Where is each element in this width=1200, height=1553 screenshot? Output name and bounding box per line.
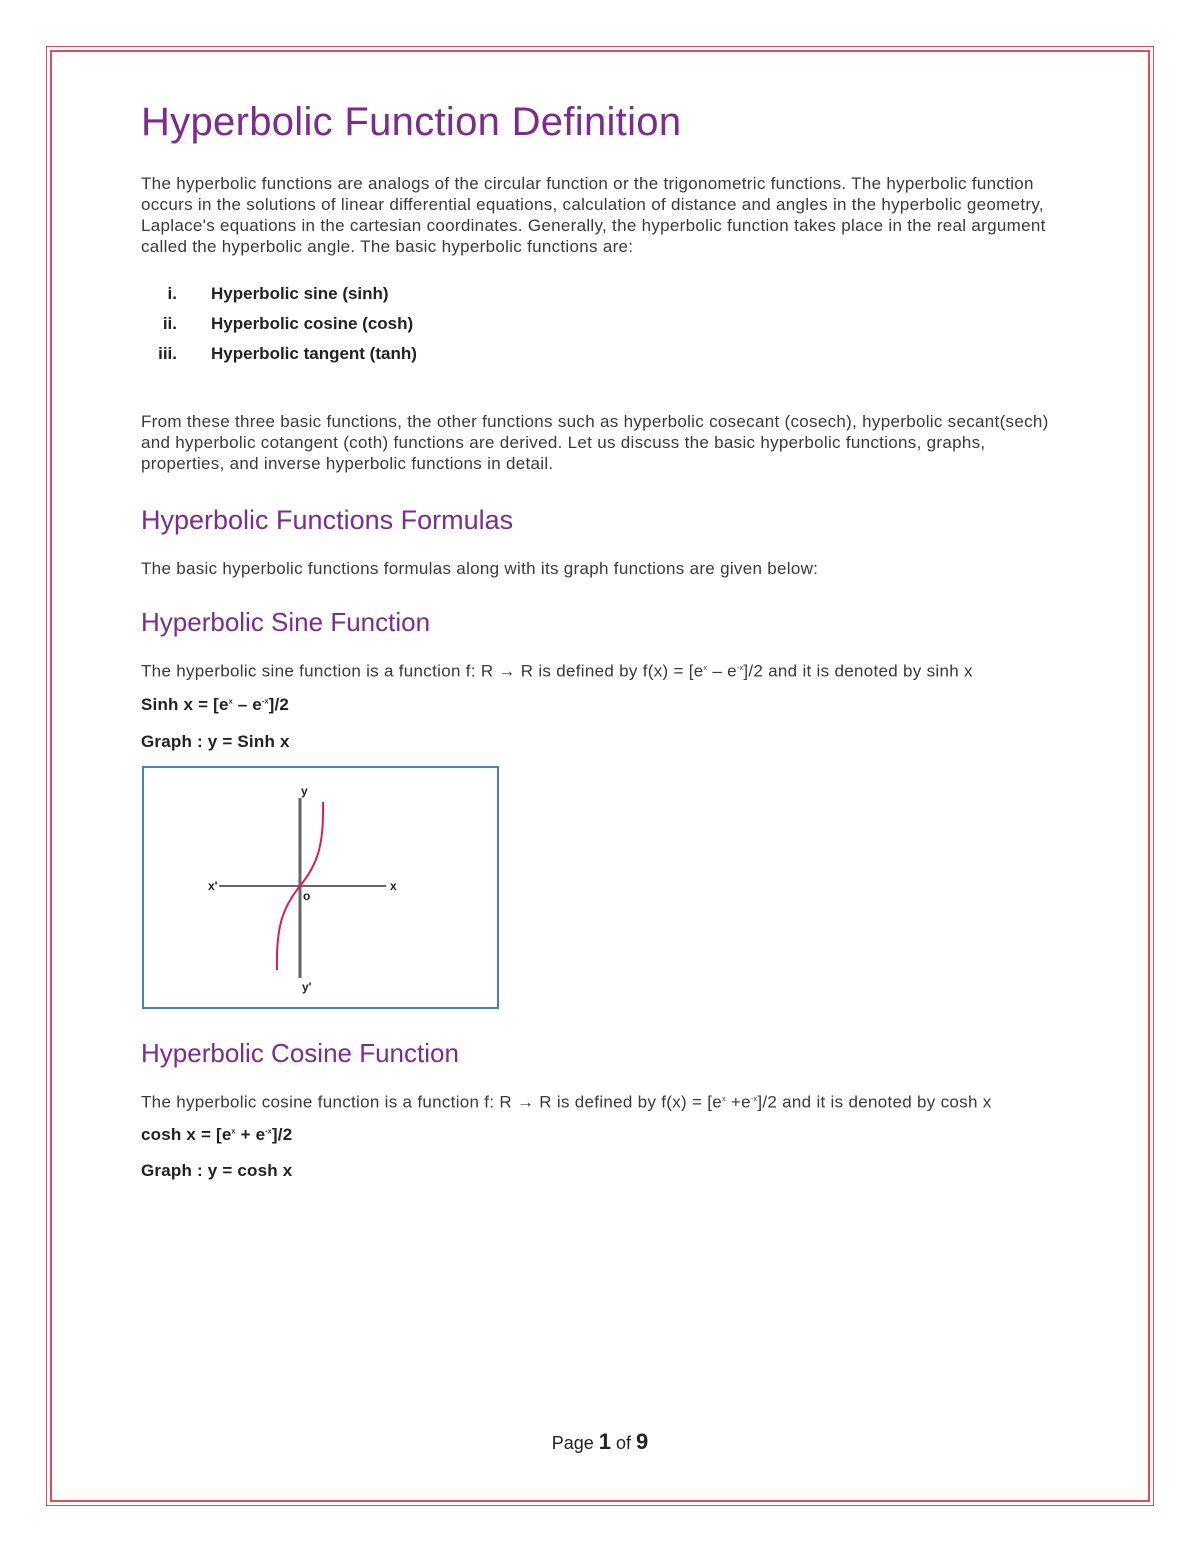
footer-total-pages: 9 bbox=[636, 1429, 649, 1454]
sine-formula-exp2: -x bbox=[261, 698, 269, 706]
x-axis-label: x bbox=[390, 879, 397, 893]
cosine-formula-mid: + e bbox=[235, 1125, 266, 1144]
x-neg-axis-label: x' bbox=[208, 879, 218, 893]
y-axis-label: y bbox=[301, 784, 308, 798]
list-item-number: i. bbox=[167, 284, 177, 303]
y-neg-axis-label: y' bbox=[302, 980, 312, 994]
sine-desc-mid: – e bbox=[707, 661, 737, 681]
sine-description bbox=[141, 658, 1061, 682]
cosine-formula-suffix: ]/2 bbox=[271, 1125, 293, 1144]
formulas-intro: The basic hyperbolic functions formulas along with its graph functions are given below: bbox=[141, 559, 819, 578]
sine-formula-exp1: x bbox=[228, 698, 233, 706]
page-footer bbox=[0, 1429, 1200, 1455]
footer-current-page: 1 bbox=[598, 1429, 611, 1454]
cosine-formula-prefix: cosh x = [e bbox=[141, 1125, 232, 1144]
sine-desc-exp1: x bbox=[703, 665, 708, 672]
list-item-number: ii. bbox=[162, 314, 177, 333]
cosine-desc-suffix: ]/2 and it is denoted by cosh x bbox=[757, 1092, 992, 1112]
intro-paragraph: The hyperbolic functions are analogs of the circular function or the trigonometric functions. The hyperbolic function occurs in the solutions of linear differential equations, calculation of distance and angles in the hyperbolic geometry, Laplace's equations in the cartesian coordinates. Generally, the hyperbolic function takes place in the real argument called the hyperbolic angle. The basic hyperbolic functions are: bbox=[141, 174, 1046, 256]
sine-formula bbox=[141, 695, 289, 715]
list-item-number: iii. bbox=[158, 344, 177, 363]
sine-formula-suffix: ]/2 bbox=[268, 695, 290, 714]
cosine-heading: Hyperbolic Cosine Function bbox=[141, 1038, 459, 1068]
cosine-formula bbox=[141, 1125, 292, 1145]
cosine-formula-exp2: -x bbox=[265, 1128, 272, 1136]
derived-functions-paragraph: From these three basic functions, the other functions such as hyperbolic cosecant (cosech), hyperbolic secant(sech) and hyperbolic cotangent (coth) functions are derived. Let us discuss the basic hyperbolic functions, graphs, properties, and inverse hyperbolic functions in detail. bbox=[141, 412, 1049, 473]
footer-of-word: of bbox=[616, 1433, 632, 1453]
sine-heading: Hyperbolic Sine Function bbox=[141, 607, 431, 637]
cosine-desc-exp1: x bbox=[722, 1096, 726, 1103]
list-item-label: Hyperbolic cosine (cosh) bbox=[211, 314, 414, 333]
sine-desc-suffix: ]/2 and it is denoted by sinh x bbox=[743, 661, 973, 681]
cosine-description bbox=[141, 1089, 1061, 1113]
formulas-heading: Hyperbolic Functions Formulas bbox=[141, 505, 514, 535]
cosine-formula-exp1: x bbox=[231, 1128, 236, 1136]
origin-label: o bbox=[303, 889, 311, 903]
sine-desc-exp2: -x bbox=[736, 665, 744, 672]
sine-desc-prefix: The hyperbolic sine function is a function f: R → R is defined by f(x) = [e bbox=[141, 661, 704, 681]
sinh-graph-figure bbox=[142, 766, 499, 1009]
page-title: Hyperbolic Function Definition bbox=[141, 100, 682, 144]
cosine-desc-prefix: The hyperbolic cosine function is a function f: R → R is defined by f(x) = [e bbox=[141, 1092, 723, 1112]
sine-formula-mid: – e bbox=[232, 695, 262, 714]
cosine-desc-exp2: -x bbox=[750, 1096, 758, 1103]
sinh-graph-svg bbox=[144, 768, 497, 1007]
list-item-label: Hyperbolic sine (sinh) bbox=[211, 284, 389, 303]
cosine-graph-label: Graph : y = cosh x bbox=[141, 1161, 293, 1180]
list-item-label: Hyperbolic tangent (tanh) bbox=[211, 344, 417, 363]
cosine-desc-mid: +e bbox=[725, 1092, 751, 1112]
footer-page-word: Page bbox=[551, 1433, 594, 1453]
sine-formula-prefix: Sinh x = [e bbox=[141, 695, 229, 714]
sine-graph-label: Graph : y = Sinh x bbox=[141, 732, 290, 751]
